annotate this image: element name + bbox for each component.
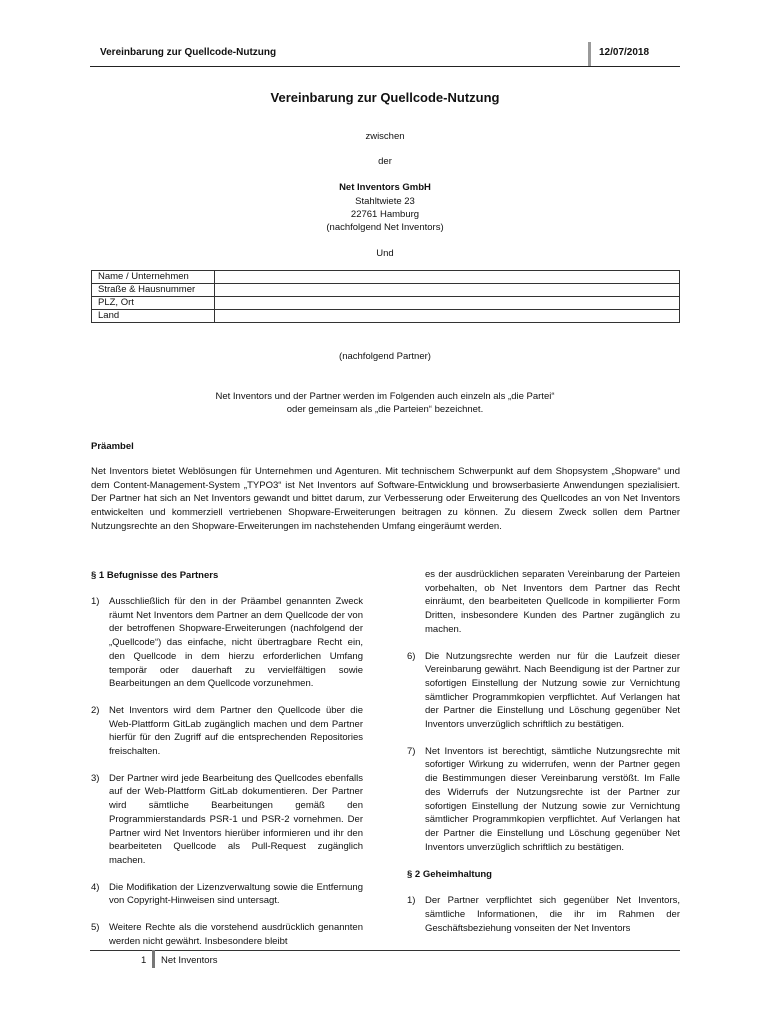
header-rule — [90, 66, 680, 67]
section1-heading: § 1 Befugnisse des Partners — [91, 570, 219, 581]
table-row — [92, 271, 680, 284]
item-number: 7) — [407, 745, 416, 757]
list-item — [91, 772, 363, 868]
company-name: Net Inventors GmbH — [339, 182, 431, 193]
item-number: 4) — [91, 881, 100, 893]
partner-alias: (nachfolgend Partner) — [339, 351, 431, 362]
list-item — [91, 881, 363, 908]
row-value-zip-city[interactable] — [215, 297, 680, 310]
item-number: 6) — [407, 650, 416, 662]
list-item — [91, 921, 363, 948]
row-label-zip-city: PLZ, Ort — [92, 297, 215, 310]
row-label-country: Land — [92, 310, 215, 323]
table-row — [92, 284, 680, 297]
item-number: 1) — [91, 596, 100, 607]
footer-rule — [90, 950, 680, 951]
table-row — [92, 310, 680, 323]
parties-note-line2: oder gemeinsam als „die Parteien“ bezeichnet. — [286, 404, 484, 415]
partner-info-table — [91, 270, 680, 323]
row-value-country[interactable] — [215, 310, 680, 323]
table-row — [92, 297, 680, 310]
item-number: 5) — [91, 922, 100, 934]
item-text: Der Partner verpflichtet sich gegenüber Net Inventors, sämtliche Informationen, die ihr im Rahmen der Geschäftsbeziehung vonseiten der Net Inventors — [425, 895, 680, 934]
item-text: Die Nutzungsrechte werden nur für die Laufzeit dieser Vereinbarung gewährt. Nach Beendigung ist der Partner zur sofortigen Einstellung der Nutzung sowie zur Vernichtung sämtlicher Programmkopien verpflichtet. Auf Verlangen hat der Partner die Einstellung und Löschung gegenüber Net Inventors unverzüglich schriftlich zu bestätigen. — [425, 650, 680, 731]
item-number: 1) — [407, 895, 416, 907]
item-text: Die Modifikation der Lizenzverwaltung sowie die Entfernung von Copyright-Hinweisen sind untersagt. — [109, 881, 363, 907]
list-item — [407, 745, 680, 855]
list-item — [407, 650, 680, 732]
footer-company: Net Inventors — [161, 955, 218, 966]
company-street: Stahltwiete 23 — [355, 196, 415, 207]
parties-note-line1: Net Inventors und der Partner werden im Folgenden auch einzeln als „die Partei“ — [215, 391, 555, 402]
preamble-text: Net Inventors bietet Weblösungen für Unternehmen und Agenturen. Mit technischem Schwerpunkt auf dem Shopsystem „Shopware“ und dem Content-Management-System „TYPO3“ ist Net Inventors auf Software-Entwicklung und browserbasierte Anwendungen spezialisiert. Der Partner hat sich an Net Inventors gewandt und bittet darum, zur Verbesserung oder Erweiterung des Quellcodes an von Net Inventors entwickelten und kommerziell vertriebenen Shopware-Erweiterungen beitragen zu können. Zu diesem Zweck sollen dem Partner Nutzungsrechte an den Shopware-Erweiterungen im nachstehenden Umfang eingeräumt werden. — [91, 466, 680, 532]
row-label-name: Name / Unternehmen — [92, 271, 215, 284]
item5-continuation: es der ausdrücklichen separaten Vereinbarung der Parteien vorbehalten, ob Net Inventors dem Partner das Recht einräumt, den bearbeiteten Quellcode in kompilierter Form Dritten, insbesondere Kunden des Partner zugänglich zu machen. — [425, 569, 680, 635]
intro-und: Und — [376, 248, 394, 259]
header-divider — [588, 42, 591, 66]
item-text: Der Partner wird jede Bearbeitung des Quellcodes ebenfalls auf der Web-Plattform GitLab dokumentieren. Der Partner wird sämtliche Bearbeitungen gemäß den Programmierstandards PSR-1 und PSR-2 vornehmen. Der Partner wird Net Inventors hierüber informieren und ihr den bearbeiteten Quellcode als Pull-Request zugänglich machen. — [109, 772, 363, 866]
intro-zwischen: zwischen — [365, 131, 405, 142]
document-title: Vereinbarung zur Quellcode-Nutzung — [270, 90, 500, 105]
header-date: 12/07/2018 — [599, 47, 650, 58]
row-value-street[interactable] — [215, 284, 680, 297]
right-column — [407, 568, 680, 935]
item-text: Weitere Rechte als die vorstehend ausdrücklich genannten werden nicht gewährt. Insbesondere bleibt — [109, 922, 363, 947]
section2-heading: § 2 Geheimhaltung — [407, 869, 492, 881]
row-value-name[interactable] — [215, 271, 680, 284]
header-title: Vereinbarung zur Quellcode-Nutzung — [100, 47, 277, 58]
list-item — [407, 894, 680, 935]
row-label-street: Straße & Hausnummer — [92, 284, 215, 297]
item-number: 3) — [91, 772, 100, 784]
company-city: 22761 Hamburg — [350, 209, 420, 220]
footer-divider — [152, 950, 155, 968]
footer-page-number: 1 — [141, 955, 147, 966]
item-text: Net Inventors wird dem Partner den Quellcode über die Web-Plattform GitLab zugänglich machen und dem Partner hierfür für den Zugriff auf die entsprechenden Repositories freischalten. — [109, 704, 363, 758]
list-item — [91, 704, 363, 759]
item-text: Ausschließlich für den in der Präambel genannten Zweck räumt Net Inventors dem Partner an dem Quellcode der von der betroffenen Shopware-Erweiterungen (nachfolgend der „Quellcode“) das einfache, nicht übertragbare Recht ein, den Quellcode in dem hierzu erforderlichen Umfang temporär oder dauerhaft zu vervielfältigen sowie Bearbeitungen an dem Quellcode vorzunehmen. — [109, 596, 363, 690]
list-item — [91, 595, 363, 691]
company-alias: (nachfolgend Net Inventors) — [326, 222, 444, 233]
left-column — [91, 568, 363, 948]
preamble-heading: Präambel — [91, 441, 134, 452]
intro-der: der — [378, 156, 392, 167]
item-text: Net Inventors ist berechtigt, sämtliche Nutzungsrechte mit sofortiger Wirkung zu widerrufen, wenn der Partner gegen die Bestimmungen dieser Vereinbarung verstößt. Im Falle des Widerrufs der Nutzungsrechte ist der Partner zur sofortigen Einstellung der Nutzung sowie zur Vernichtung sämtlicher Programmkopien verpflichtet. Auf Verlangen hat der Partner die Einstellung und Löschung gegenüber Net Inventors unverzüglich schriftlich zu bestätigen. — [425, 745, 680, 853]
item-number: 2) — [91, 704, 100, 716]
